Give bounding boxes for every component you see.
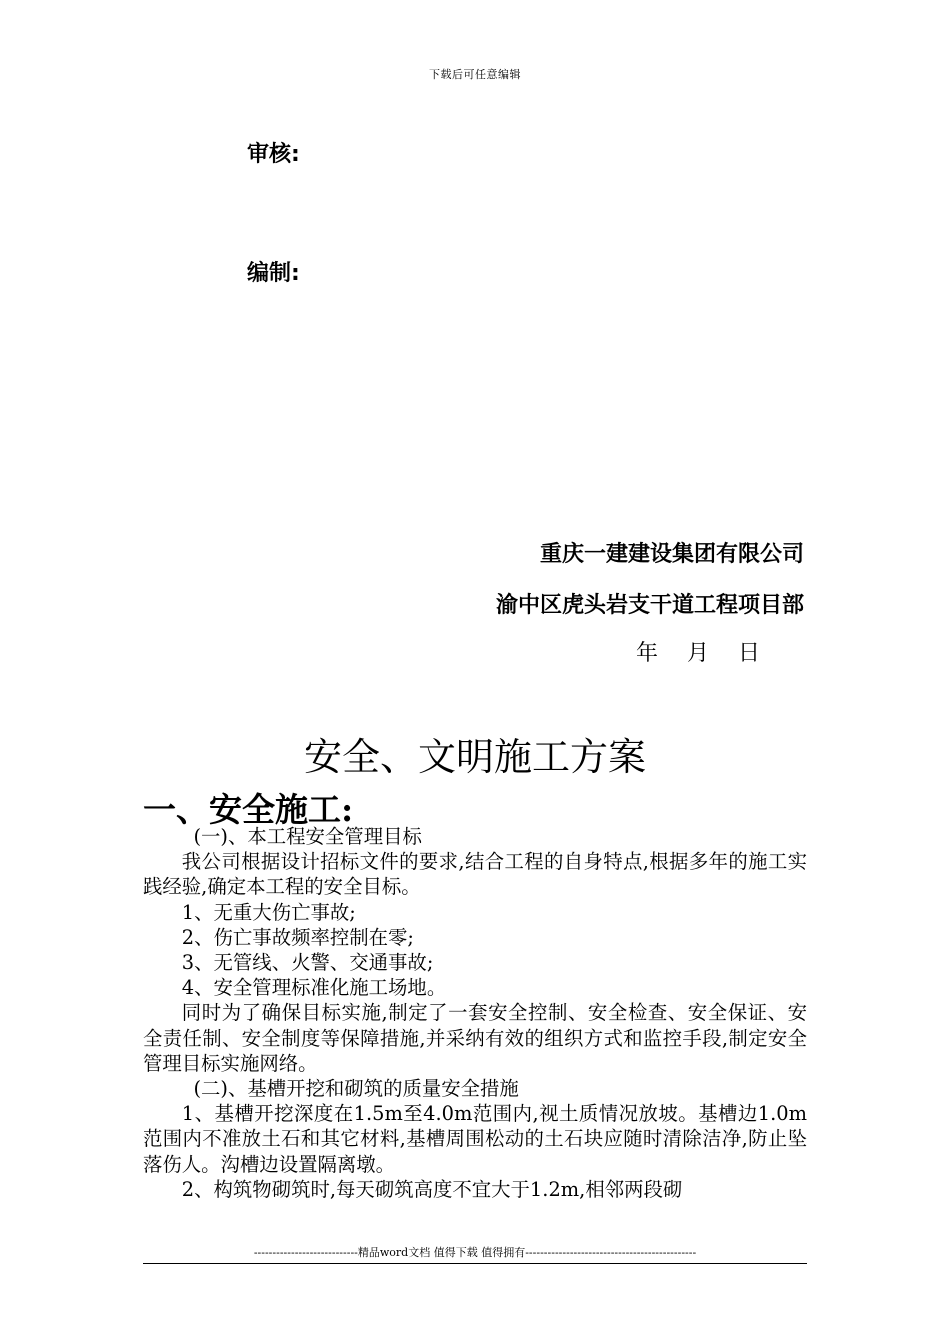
paragraph: 同时为了确保目标实施,制定了一套安全控制、安全检查、安全保证、安全责任制、安全制度等保障措施,并采纳有效的组织方式和监控手段,制定安全管理目标实施网络。 [143, 1001, 807, 1075]
document-title: 安全、文明施工方案 [303, 735, 646, 779]
paragraph: 1、基槽开挖深度在1.5m至4.0m范围内,视土质情况放坡。基槽边1.0m范围内不准放土石和其它材料,基槽周围松动的土石块应随时清除洁净,防止坠落伤人。沟槽边设置隔离墩。 [143, 1102, 807, 1176]
compile-label: 编制: [247, 261, 300, 286]
paragraph: (一)、本工程安全管理目标 [193, 825, 422, 848]
paragraph: 1、无重大伤亡事故; [181, 900, 356, 924]
paragraph: 2、伤亡事故频率控制在零; [181, 925, 414, 949]
date-line: 年 月 日 [636, 641, 760, 666]
paragraph: 4、安全管理标准化施工场地。 [181, 976, 447, 1000]
section-title: 一、安全施工: [143, 790, 354, 829]
project-department: 渝中区虎头岩支干道工程项目部 [495, 593, 804, 618]
paragraph: 我公司根据设计招标文件的要求,结合工程的自身特点,根据多年的施工实践经验,确定本工程的安全目标。 [143, 850, 807, 899]
review-label: 审核: [247, 142, 300, 167]
footer-note: ----------------------------精品word文档 值得下载 值得拥有---------------------------------------------- [253, 1246, 697, 1259]
company-name: 重庆一建建设集团有限公司 [539, 542, 804, 567]
paragraph: 2、构筑物砌筑时,每天砌筑高度不宜大于1.2m,相邻两段砌 [181, 1177, 683, 1201]
body-text [143, 824, 807, 1202]
footer-divider [143, 1263, 807, 1264]
paragraph: (二)、基槽开挖和砌筑的质量安全措施 [193, 1077, 519, 1101]
paragraph: 3、无管线、火警、交通事故; [181, 951, 434, 975]
header-note: 下载后可任意编辑 [429, 68, 521, 81]
